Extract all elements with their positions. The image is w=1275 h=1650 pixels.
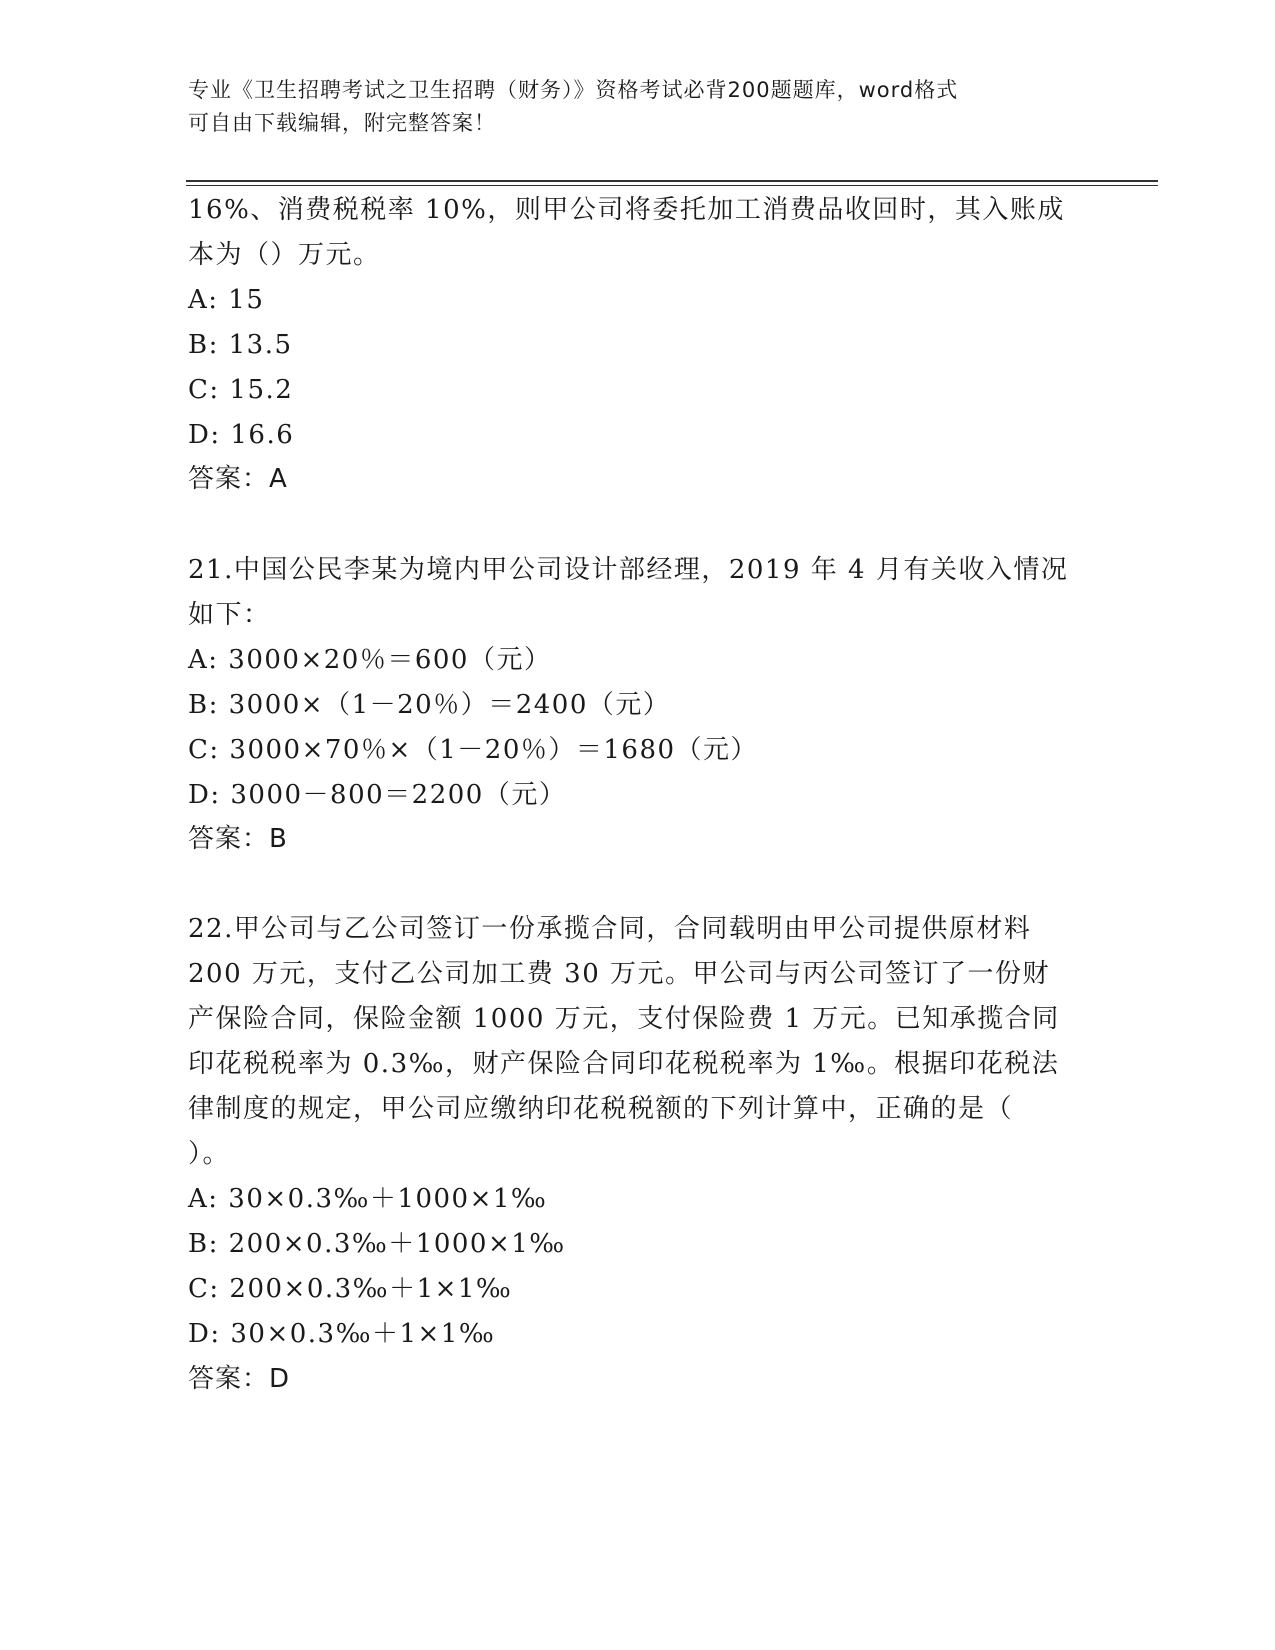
q22-option-b: B: 200×0.3‰＋1000×1‰ bbox=[188, 1229, 566, 1259]
header-line-1: 专业《卫生招聘考试之卫生招聘（财务）》资格考试必背200题题库，word格式 bbox=[188, 78, 959, 102]
q22-stem-line-2: 200 万元，支付乙公司加工费 30 万元。甲公司与丙公司签订了一份财 bbox=[188, 959, 1051, 989]
q21-option-b: B: 3000×（1－20％）＝2400（元） bbox=[188, 690, 671, 720]
q22-stem-line-4: 印花税税率为 0.3‰，财产保险合同印花税税率为 1‰。根据印花税法 bbox=[188, 1049, 1060, 1079]
q20-option-b: B: 13.5 bbox=[188, 330, 293, 360]
q22-option-c: C: 200×0.3‰＋1×1‰ bbox=[188, 1274, 513, 1304]
q20-option-d: D: 16.6 bbox=[188, 420, 295, 450]
q21-answer: 答案：B bbox=[188, 824, 288, 854]
q22-stem-line-5: 律制度的规定，甲公司应缴纳印花税税额的下列计算中，正确的是（ bbox=[188, 1094, 1014, 1124]
q21-option-c: C: 3000×70％×（1－20％）＝1680（元） bbox=[188, 735, 759, 765]
q20-stem-line-2: 本为（）万元。 bbox=[188, 240, 381, 270]
q20-stem-line-1: 16%、消费税税率 10%，则甲公司将委托加工消费品收回时，其入账成 bbox=[188, 195, 1065, 225]
header-line-2: 可自由下载编辑，附完整答案！ bbox=[188, 111, 496, 135]
q20-option-c: C: 15.2 bbox=[188, 375, 294, 405]
q22-stem-line-6: ）。 bbox=[188, 1139, 231, 1169]
document-header bbox=[188, 74, 1088, 140]
q21-option-d: D: 3000－800＝2200（元） bbox=[188, 780, 567, 810]
header-divider-thin bbox=[186, 185, 1158, 186]
q22-stem-line-3: 产保险合同，保险金额 1000 万元，支付保险费 1 万元。已知承揽合同 bbox=[188, 1004, 1060, 1034]
q21-stem-line-2: 如下： bbox=[188, 600, 271, 630]
q22-stem-line-1: 22.甲公司与乙公司签订一份承揽合同，合同载明由甲公司提供原材料 bbox=[188, 914, 1032, 944]
header-divider-thick bbox=[186, 180, 1158, 182]
q21-stem-line-1: 21.中国公民李某为境内甲公司设计部经理，2019 年 4 月有关收入情况 bbox=[188, 555, 1069, 585]
q20-answer: 答案：A bbox=[188, 464, 288, 494]
q21-option-a: A: 3000×20％＝600（元） bbox=[188, 645, 552, 675]
q22-answer: 答案：D bbox=[188, 1364, 291, 1394]
q22-option-a: A: 30×0.3‰＋1000×1‰ bbox=[188, 1184, 548, 1214]
q20-option-a: A: 15 bbox=[188, 285, 265, 315]
q22-option-d: D: 30×0.3‰＋1×1‰ bbox=[188, 1319, 496, 1349]
